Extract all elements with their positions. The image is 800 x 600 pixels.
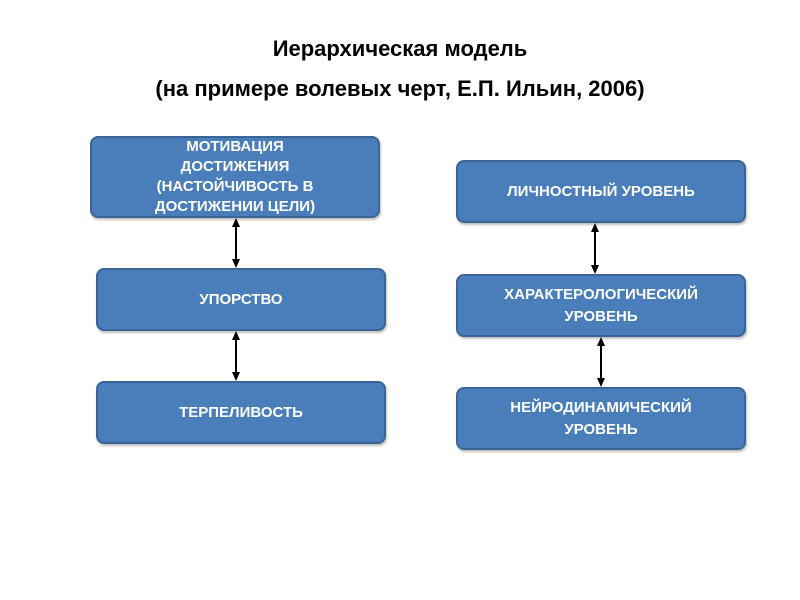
node-characterological-level xyxy=(456,274,746,337)
node-personal-level-label: ЛИЧНОСТНЫЙ УРОВЕНЬ xyxy=(507,182,695,200)
diagram-title: Иерархическая модель xyxy=(272,36,528,61)
node-persistence-label: УПОРСТВО xyxy=(199,290,283,308)
node-persistence xyxy=(96,268,386,331)
node-neurodynamic-level-label: НЕЙРОДИНАМИЧЕСКИЙ УРОВЕНЬ xyxy=(510,398,692,438)
node-characterological-level-label: ХАРАКТЕРОЛОГИЧЕСКИЙ УРОВЕНЬ xyxy=(504,285,698,325)
node-personal-level xyxy=(456,160,746,223)
node-patience xyxy=(96,381,386,444)
node-achievement-motivation-label: МОТИВАЦИЯ ДОСТИЖЕНИЯ (НАСТОЙЧИВОСТЬ В ДОСТИЖЕНИИ ЦЕЛИ) xyxy=(154,138,316,215)
diagram-subtitle: (на примере волевых черт, Е.П. Ильин, 2006) xyxy=(155,76,645,101)
node-patience-label: ТЕРПЕЛИВОСТЬ xyxy=(179,403,303,421)
node-achievement-motivation xyxy=(90,136,380,218)
node-neurodynamic-level xyxy=(456,387,746,450)
